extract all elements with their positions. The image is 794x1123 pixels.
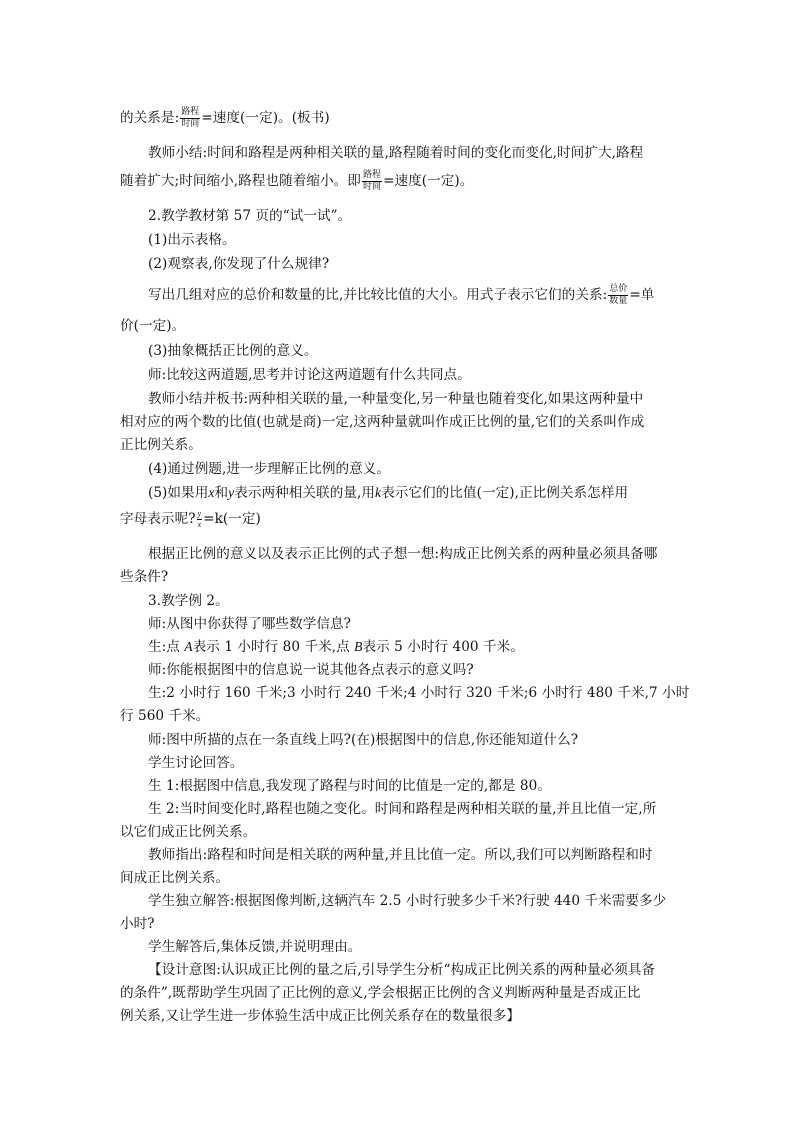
paragraph-student-a1 (148, 637, 678, 657)
paragraph-design-intent-1: 【设计意图:认识成正比例的量之后,引导学生分析“构成正比例关系的两种量必须具备 (148, 962, 656, 978)
numerator: 路程 (181, 107, 200, 117)
point-a: A (184, 639, 193, 654)
fraction-y-over-x (197, 510, 203, 529)
paragraph-step-2: 2.教学教材第 57 页的“试一试”。 (148, 208, 352, 224)
text: 表示两种相关联的量,用 (234, 485, 375, 501)
variable-x: x (208, 485, 215, 500)
paragraph-letters-2 (120, 509, 678, 529)
text: 表示 5 小时行 400 千米。 (362, 639, 524, 655)
paragraph-teacher-q1: 师:从图中你获得了哪些数学信息? (148, 616, 351, 632)
paragraph-design-intent-2: 的条件”,既帮助学生巩固了正比例的意义,学会根据正比例的含义判断两种量是否成正比 (120, 985, 641, 1001)
paragraph-student-2-1: 生 2:当时间变化时,路程也随之变化。时间和路程是两种相关联的量,并且比值一定,所 (148, 801, 657, 817)
paragraph-step-3: 3.教学例 2。 (148, 593, 229, 609)
paragraph-teacher-q3: 师:图中所描的点在一条直线上吗?(在)根据图中的信息,你还能知道什么? (148, 732, 579, 748)
text: =单 (629, 287, 655, 303)
paragraph-student-a2-1: 生:2 小时行 160 千米;3 小时行 240 千米;4 小时行 320 千米;6 小时行 480 千米,7 小时 (148, 685, 690, 701)
text: 字母表示呢? (120, 511, 196, 527)
text: 表示它们的比值(一定),正比例关系怎样用 (381, 485, 629, 501)
text: 生:点 (148, 639, 185, 655)
text: 表示 1 小时行 80 千米,点 (192, 639, 355, 655)
paragraph-abstract: (3)抽象概括正比例的意义。 (148, 343, 318, 359)
variable-y: y (228, 485, 235, 500)
text: =速度(一定)。 (383, 173, 474, 189)
numerator: 总价 (609, 284, 628, 294)
paragraph-design-intent-3: 例关系,又让学生进一步体验生活中成正比例关系存在的数量很多】 (120, 1008, 521, 1024)
fraction-distance-over-time (180, 108, 200, 129)
fraction-total-over-quantity (608, 285, 628, 306)
denominator: 时间 (362, 182, 382, 192)
paragraph-observe-table: (2)观察表,你发现了什么规律? (148, 256, 330, 272)
text: =速度(一定)。(板书) (201, 110, 330, 126)
paragraph-example: (4)通过例题,进一步理解正比例的意义。 (148, 461, 391, 477)
text: =k(一定) (203, 511, 261, 527)
paragraph-write-ratio-2: 价(一定)。 (120, 318, 186, 334)
paragraph-student-a2-2: 行 560 千米。 (120, 708, 210, 724)
paragraph-board-1: 教师小结并板书:两种相关联的量,一种量变化,另一种量也随着变化,如果这两种量中 (148, 391, 644, 407)
numerator: 路程 (362, 170, 382, 180)
paragraph-student-1: 生 1:根据图中信息,我发现了路程与时间的比值是一定的,都是 80。 (148, 778, 551, 794)
text: 的关系是: (120, 110, 180, 126)
paragraph-conditions-2: 些条件? (120, 569, 169, 585)
paragraph-teacher-summary-2 (120, 171, 678, 192)
paragraph-board-3: 正比例关系。 (120, 437, 202, 453)
denominator: 时间 (181, 119, 200, 129)
text: 写出几组对应的总价和数量的比,并比较比值的大小。用式子表示它们的关系: (148, 287, 608, 303)
paragraph-teacher-summary-1: 教师小结:时间和路程是两种相关联的量,路程随着时间的变化而变化,时间扩大,路程 (148, 145, 644, 161)
paragraph-teacher-q2: 师:你能根据图中的信息说一说其他各点表示的意义吗? (148, 662, 474, 678)
paragraph-student-2-2: 以它们成正比例关系。 (120, 824, 257, 840)
paragraph-teacher-point-1: 教师指出:路程和时间是相关联的两种量,并且比值一定。所以,我们可以判断路程和时 (148, 847, 653, 863)
point-b: B (354, 639, 363, 654)
paragraph-relation (120, 108, 678, 129)
paragraph-independent-2: 小时? (120, 916, 155, 932)
paragraph-letters-1 (148, 483, 678, 503)
denominator: 数量 (609, 296, 628, 306)
paragraph-teacher-point-2: 间成正比例关系。 (120, 870, 230, 886)
paragraph-feedback: 学生解答后,集体反馈,并说明理由。 (148, 939, 362, 955)
text: 随着扩大;时间缩小,路程也随着缩小。即 (120, 173, 361, 189)
numerator: y (197, 509, 202, 518)
denominator: x (197, 520, 202, 529)
paragraph-independent-1: 学生独立解答:根据图像判断,这辆汽车 2.5 小时行驶多少千米?行驶 440 千米需要多少 (148, 893, 667, 909)
paragraph-discuss: 学生讨论回答。 (148, 755, 244, 771)
paragraph-show-table: (1)出示表格。 (148, 232, 236, 248)
variable-k: k (375, 485, 382, 500)
text: 和 (214, 485, 229, 501)
paragraph-conditions-1: 根据正比例的意义以及表示正比例的式子想一想:构成正比例关系的两种量必须具备哪 (148, 546, 658, 562)
paragraph-compare: 师:比较这两道题,思考并讨论这两道题有什么共同点。 (148, 367, 471, 383)
text: (5)如果用 (148, 485, 209, 501)
paragraph-write-ratio (148, 285, 678, 306)
paragraph-board-2: 相对应的两个数的比值(也就是商)一定,这两种量就叫作成正比例的量,它们的关系叫作成 (120, 414, 645, 430)
fraction-distance-over-time (362, 171, 382, 192)
